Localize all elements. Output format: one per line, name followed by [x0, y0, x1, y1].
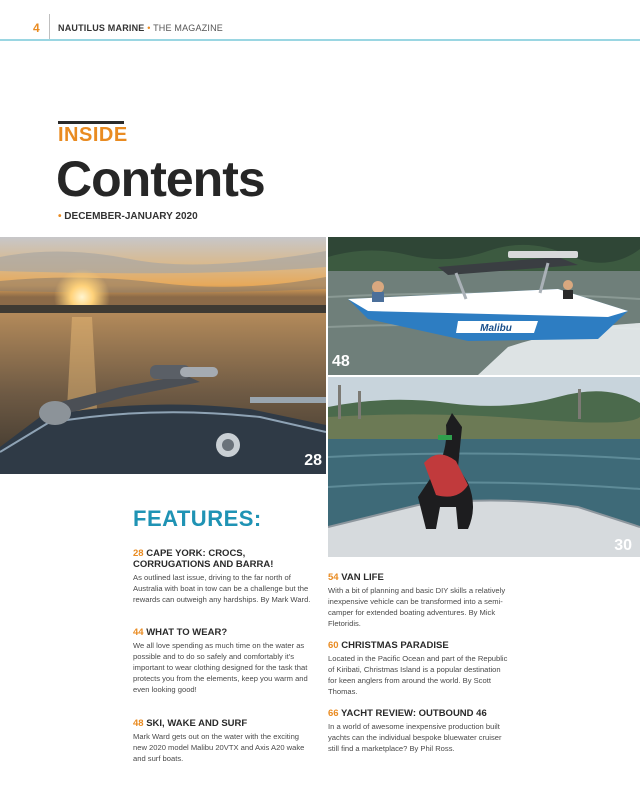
article-title-text: VAN LIFE: [341, 572, 384, 583]
article-66: [328, 708, 510, 754]
running-header: [58, 23, 223, 33]
article-summary: We all love spending as much time on the water as possible and to do so safely and comfortably it's important to wear clothing designed for the task that protects you from the elements, keep you warm and even looking good!: [133, 641, 308, 694]
article-title[interactable]: [328, 572, 510, 583]
article-title-text: CAPE YORK: CROCS, CORRUGATIONS AND BARRA!: [133, 548, 274, 570]
photo-speedboat: [328, 237, 640, 375]
magazine-name: NAUTILUS MARINE: [58, 23, 145, 33]
article-54: [328, 572, 510, 629]
article-28: [133, 548, 315, 605]
features-heading: FEATURES:: [133, 506, 262, 531]
photo-page-ref-30: 30: [614, 537, 632, 554]
article-title-text: SKI, WAKE AND SURF: [146, 718, 248, 729]
article-summary: In a world of awesome inexpensive production built yachts can the individual bespoke bluewater cruiser still find a marketplace? By Phil Ross.: [328, 722, 502, 753]
article-title-text: YACHT REVIEW: OUTBOUND 46: [341, 708, 487, 719]
article-48: [133, 718, 315, 764]
malibu-hull-logo: Malibu: [480, 323, 512, 334]
article-page: 44: [133, 627, 144, 638]
photo-page-ref-48: 48: [332, 353, 350, 370]
article-title[interactable]: [328, 708, 510, 719]
article-summary: As outlined last issue, driving to the far north of Australia with boat in tow can be a challenge but the rewards can outweigh any hardships. By Mark Ward.: [133, 573, 311, 604]
article-page: 60: [328, 640, 339, 651]
article-44: [133, 627, 315, 695]
article-page: 48: [133, 718, 144, 729]
header-rule: [0, 39, 640, 41]
page-title: Contents: [56, 151, 265, 207]
article-summary: Located in the Pacific Ocean and part of the Republic of Kiribati, Christmas Island is a popular destination for keen anglers from around the world. By Scott Thomas.: [328, 654, 508, 696]
article-title[interactable]: [133, 718, 315, 729]
article-title-text: WHAT TO WEAR?: [146, 627, 228, 638]
issue-date-text: DECEMBER-JANUARY 2020: [64, 211, 198, 222]
article-60: [328, 640, 510, 697]
photo-sunset-boat: [0, 237, 326, 474]
photo-dog-on-boat: [328, 377, 640, 557]
kicker-inside: INSIDE: [58, 124, 128, 146]
date-bullet: •: [58, 211, 62, 222]
page-header: [0, 0, 640, 40]
section-name: THE MAGAZINE: [153, 23, 224, 33]
article-summary: With a bit of planning and basic DIY skills a relatively inexpensive vehicle can be transformed into a semi-camper for extended boating adventures. By Mick Fletoridis.: [328, 586, 506, 628]
issue-date: [58, 211, 198, 222]
header-divider: [49, 14, 50, 40]
article-summary: Mark Ward gets out on the water with the exciting new 2020 model Malibu 20VTX and Axis A20 wake and surf boats.: [133, 732, 305, 763]
header-bullet: •: [147, 23, 151, 33]
article-title[interactable]: [133, 548, 315, 570]
page-number: 4: [33, 21, 40, 35]
photo-page-ref-28: 28: [304, 452, 322, 469]
article-title[interactable]: [133, 627, 315, 638]
article-title[interactable]: [328, 640, 510, 651]
article-title-text: CHRISTMAS PARADISE: [341, 640, 449, 651]
article-page: 66: [328, 708, 339, 719]
article-page: 54: [328, 572, 339, 583]
article-page: 28: [133, 548, 144, 559]
